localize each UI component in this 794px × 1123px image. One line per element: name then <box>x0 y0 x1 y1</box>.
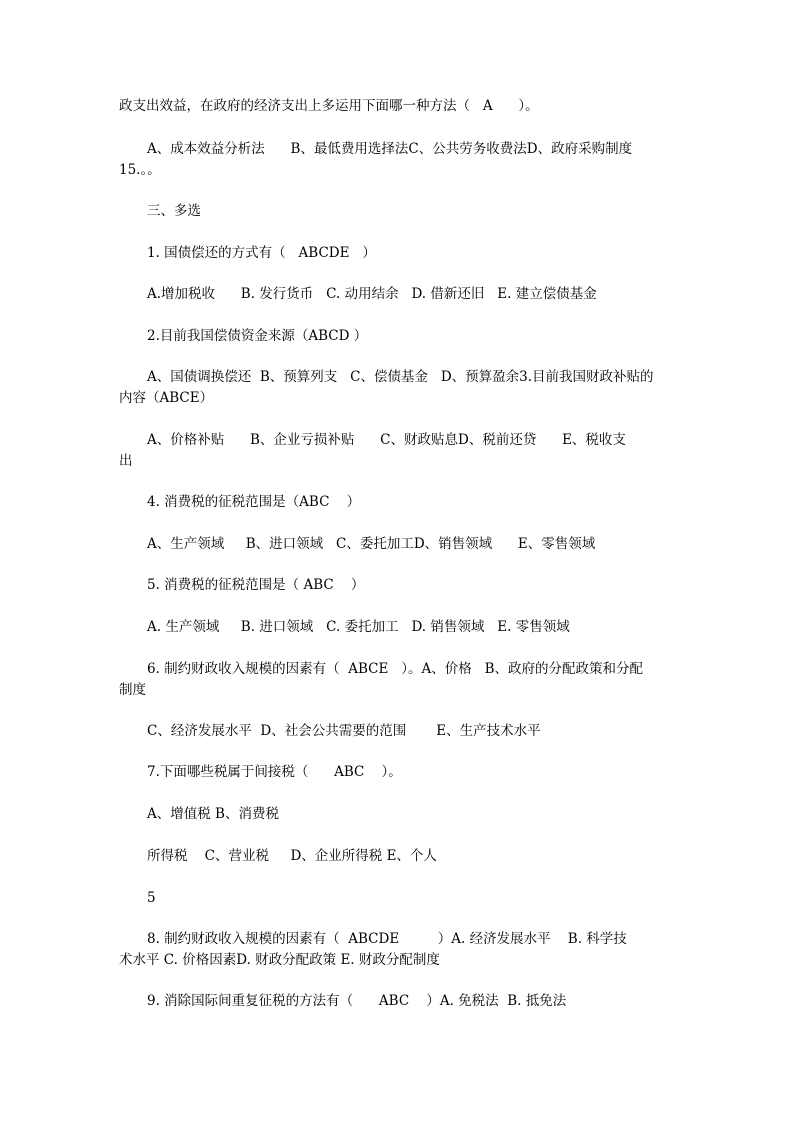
text-line: 所得税 C、营业税 D、企业所得税 E、个人 <box>147 848 437 864</box>
text-line: C、经济发展水平 D、社会公共需要的范围 E、生产技术水平 <box>147 723 541 739</box>
text-line: 政支出效益，在政府的经济支出上多运用下面哪一种方法（ A ）。 <box>119 98 539 114</box>
section-heading: 三、多选 <box>147 203 201 219</box>
text-line: 出 <box>119 453 133 469</box>
text-line: A. 生产领域 B. 进口领域 C. 委托加工 D. 销售领域 E. 零售领域 <box>147 619 570 635</box>
page-number: 5 <box>147 890 156 906</box>
text-line: A、增值税 B、消费税 <box>147 806 279 822</box>
text-line: 6. 制约财政收入规模的因素有（ ABCE ）。A、价格 B、政府的分配政策和分配 <box>147 661 644 677</box>
text-line: 制度 <box>119 682 146 698</box>
text-line: 术水平 C. 价格因素D. 财政分配政策 E. 财政分配制度 <box>119 952 440 968</box>
text-line: 1. 国债偿还的方式有（ ABCDE ） <box>147 245 376 261</box>
text-line: 2.目前我国偿债资金来源（ABCD ） <box>147 328 368 344</box>
text-line: A、国债调换偿还 B、预算列支 C、偿债基金 D、预算盈余3.目前我国财政补贴的 <box>147 369 654 385</box>
text-line: 15.。。 <box>119 162 161 178</box>
text-line: A、生产领域 B、进口领域 C、委托加工D、销售领域 E、零售领域 <box>147 536 596 552</box>
text-line: 9. 消除国际间重复征税的方法有（ ABC ）A. 免税法 B. 抵免法 <box>147 993 567 1009</box>
text-line: 8. 制约财政收入规模的因素有（ ABCDE ）A. 经济发展水平 B. 科学技 <box>147 931 627 947</box>
text-line: A、成本效益分析法 B、最低费用选择法C、公共劳务收费法D、政府采购制度 <box>147 141 633 157</box>
text-line: A、价格补贴 B、企业亏损补贴 C、财政贴息D、税前还贷 E、税收支 <box>147 432 626 448</box>
text-line: 4. 消费税的征税范围是（ABC ） <box>147 494 361 510</box>
text-line: 7.下面哪些税属于间接税（ ABC ）。 <box>147 764 402 780</box>
text-line: 5. 消费税的征税范围是（ ABC ） <box>147 577 365 593</box>
text-line: 内容（ABCE） <box>119 390 214 406</box>
text-line: A.增加税收 B. 发行货币 C. 动用结余 D. 借新还旧 E. 建立偿债基金 <box>147 286 597 302</box>
